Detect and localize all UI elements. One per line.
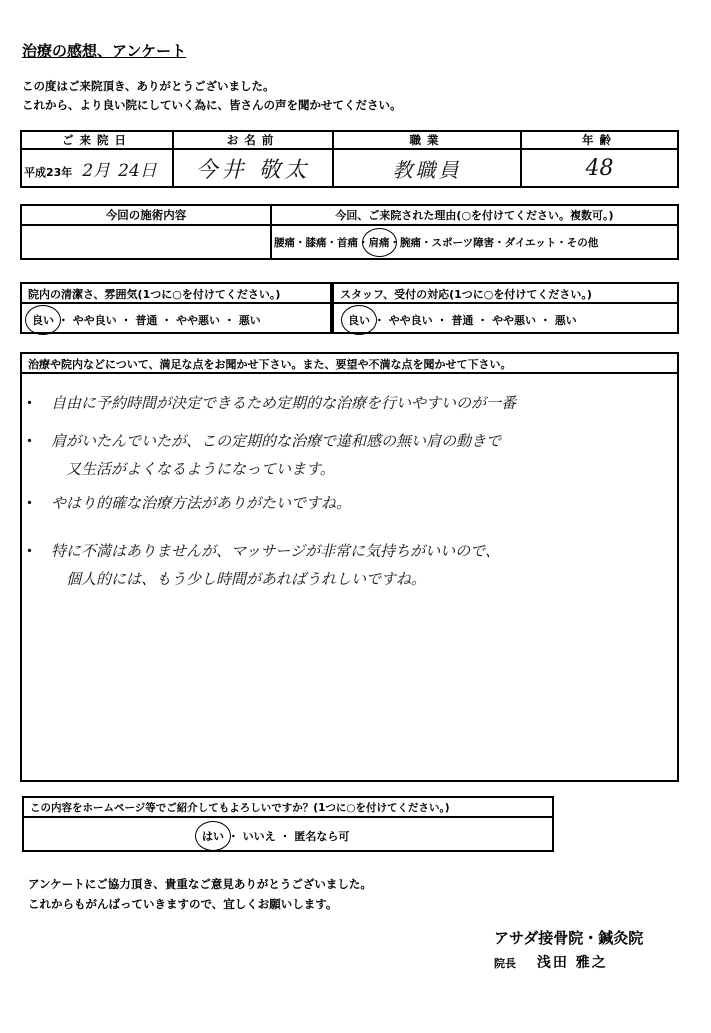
treatment-header: 今回の施術内容 — [21, 205, 271, 225]
comment-text-4: やはり的確な治療方法がありがたいですね。 — [51, 494, 352, 512]
comment-line: ・ 特に不満はありませんが、マッサージが非常に気持ちがいいので、 — [22, 542, 500, 560]
comment-text-2: 肩がいたんでいたが、この定期的な治療で違和感の無い肩の動きで — [51, 432, 502, 450]
cleanliness-box — [20, 282, 332, 334]
reason-option[interactable]: 膝痛 — [305, 236, 327, 249]
closing-line-1: アンケートにご協力頂き、貴重なご意見ありがとうございました。 — [28, 877, 372, 891]
reason-header: 今回、ご来院された理由(○を付けてください。複数可。) — [271, 205, 678, 225]
age-cell — [521, 149, 678, 187]
comment-text-6: 個人的には、もう少し時間があればうれしいですね。 — [66, 570, 427, 588]
staff-box — [332, 282, 679, 334]
date-month: 2月 — [82, 160, 111, 181]
comment-line — [66, 568, 426, 589]
consent-box — [22, 796, 554, 852]
page-title: 治療の感想、アンケート — [22, 42, 187, 60]
date-day: 24日 — [118, 160, 157, 181]
visit-date-cell — [21, 149, 173, 187]
closing-line-2: これからもがんばっていきますので、宜しくお願いします。 — [28, 897, 338, 911]
treatment-content-cell — [21, 225, 271, 259]
cleanliness-option-selected[interactable]: 良い — [32, 314, 54, 327]
consent-option-selected[interactable]: はい — [202, 830, 224, 843]
clinic-name: アサダ接骨院・鍼灸院 — [494, 929, 644, 947]
cleanliness-option[interactable]: やや良い — [72, 314, 117, 327]
comment-text-5: 特に不満はありませんが、マッサージが非常に気持ちがいいので、 — [51, 542, 500, 560]
cleanliness-options: 良い ・ やや良い ・ 普通 ・ やや悪い ・ 悪い — [32, 314, 261, 327]
reason-option[interactable]: スポーツ障害 — [431, 236, 495, 249]
consent-option[interactable]: いいえ — [242, 830, 276, 843]
consent-options: はい ・ いいえ ・ 匿名なら可 — [202, 830, 350, 843]
director-name: 浅田 雅之 — [536, 955, 608, 971]
comment-text-1: 自由に予約時間が決定できるため定期的な治療を行いやすいのが一番 — [51, 394, 517, 412]
staff-option[interactable]: 悪い — [554, 314, 577, 327]
cleanliness-option[interactable]: やや悪い — [176, 314, 221, 327]
header-occupation: 職業 — [333, 131, 521, 149]
comment-line: ・ やはり的確な治療方法がありがたいですね。 — [22, 494, 352, 512]
consent-header: この内容をホームページ等でご紹介してもよろしいですか？(1つに○を付けてください。) — [24, 798, 552, 818]
respondent-age: 48 — [585, 155, 614, 181]
consent-option[interactable]: 匿名なら可 — [294, 830, 350, 843]
occupation-cell — [333, 149, 521, 187]
info-table — [20, 130, 679, 188]
comment-line: ・ 自由に予約時間が決定できるため定期的な治療を行いやすいのが一番 — [22, 394, 517, 412]
header-visit-date: ご来院日 — [21, 131, 173, 149]
cleanliness-option[interactable]: 普通 — [135, 314, 158, 327]
director-title: 院長 — [494, 957, 516, 970]
header-age: 年齢 — [521, 131, 678, 149]
staff-options: 良い ・ やや良い ・ 普通 ・ やや悪い ・ 悪い — [348, 314, 577, 327]
cleanliness-option[interactable]: 悪い — [238, 314, 261, 327]
reason-option-selected[interactable]: 肩痛 — [368, 236, 390, 249]
comment-line: ・ 肩がいたんでいたが、この定期的な治療で違和感の無い肩の動きで — [22, 432, 502, 450]
date-prefix: 平成23年 — [24, 165, 73, 179]
feedback-box — [20, 352, 679, 782]
reason-option[interactable]: 首痛 — [337, 236, 358, 249]
reason-option[interactable]: ダイエット — [504, 236, 557, 249]
comment-text-3: 又生活がよくなるようになっています。 — [66, 460, 335, 478]
intro-line-2: これから、より良い院にしていく為に、皆さんの声を聞かせてください。 — [22, 98, 402, 112]
feedback-header: 治療や院内などについて、満足な点をお聞かせ下さい。また、要望や不満な点を聞かせて下さい。 — [22, 354, 677, 374]
staff-option[interactable]: やや悪い — [492, 314, 537, 327]
header-name: お名前 — [173, 131, 333, 149]
respondent-occupation: 教職員 — [392, 157, 462, 182]
staff-option[interactable]: やや良い — [388, 314, 433, 327]
staff-option[interactable]: 普通 — [451, 314, 474, 327]
staff-option-selected[interactable]: 良い — [348, 314, 370, 327]
staff-header: スタッフ、受付の対応(1つに○を付けてください。) — [334, 284, 677, 304]
intro-line-1: この度はご来院頂き、ありがとうございました。 — [22, 79, 275, 93]
reason-option[interactable]: 腕痛 — [400, 236, 421, 249]
treatment-table — [20, 204, 679, 260]
comment-line — [66, 458, 335, 479]
director-signature — [494, 952, 608, 972]
respondent-name: 今井 敬太 — [195, 157, 311, 183]
reason-option[interactable]: 腰痛 — [274, 236, 295, 249]
name-cell — [173, 149, 333, 187]
reason-option[interactable]: その他 — [566, 236, 599, 249]
cleanliness-header: 院内の清潔さ、雰囲気(1つに○を付けてください。) — [22, 284, 330, 304]
reason-options: 腰痛・膝痛・首痛・肩痛・腕痛・スポーツ障害・ダイエット・その他 — [271, 225, 678, 259]
